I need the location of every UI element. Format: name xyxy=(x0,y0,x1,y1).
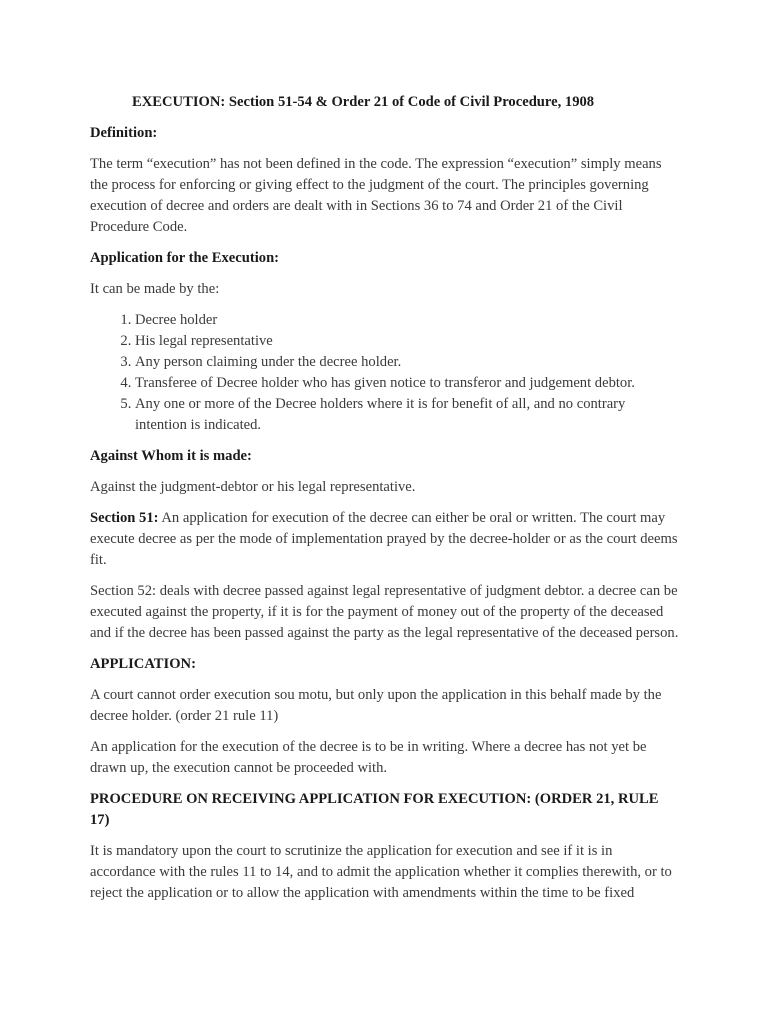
procedure-paragraph: It is mandatory upon the court to scrutinize the application for execution and see if it is in accordance with the rules 11 to 14, and to admit the application whether it complies therewith, or to reject the application or to allow the application with amendments within the time to be fixed xyxy=(90,843,672,901)
document-title: EXECUTION: Section 51-54 & Order 21 of Code of Civil Procedure, 1908 xyxy=(132,94,595,110)
list-item: 2. His legal representative xyxy=(135,331,680,352)
section-51-label: Section 51: xyxy=(90,510,159,526)
against-whom-heading: Against Whom it is made: xyxy=(90,448,252,464)
application-paragraph-2: An application for the execution of the decree is to be in writing. Where a decree has not yet be drawn up, the execution cannot be proceeded with. xyxy=(90,739,647,776)
section-51-paragraph xyxy=(90,508,680,571)
definition-paragraph: The term “execution” has not been defined in the code. The expression “execution” simply means the process for enforcing or giving effect to the judgment of the court. The principles governing execution of decree and orders are dealt with in Sections 36 to 74 and Order 21 of the Civil Procedure Code. xyxy=(90,156,662,235)
section-52-paragraph: Section 52: deals with decree passed against legal representative of judgment debtor. a decree can be executed against the property, if it is for the payment of money out of the property of the deceased and if the decree has been passed against the party as the legal representative of the deceased person. xyxy=(90,583,679,641)
definition-heading: Definition: xyxy=(90,125,158,141)
document-body xyxy=(90,92,680,914)
section-51-text: An application for execution of the decree can either be oral or written. The court may execute decree as per the mode of implementation prayed by the decree-holder or as the court deems fit. xyxy=(90,510,678,568)
against-whom-paragraph: Against the judgment-debtor or his legal representative. xyxy=(90,479,416,495)
applicant-list xyxy=(90,310,680,436)
procedure-heading: PROCEDURE ON RECEIVING APPLICATION FOR EXECUTION: (ORDER 21, RULE 17) xyxy=(90,791,659,828)
application-caps-heading: APPLICATION: xyxy=(90,656,196,672)
list-item: 3. Any person claiming under the decree holder. xyxy=(135,352,680,373)
application-paragraph-1: A court cannot order execution sou motu, but only upon the application in this behalf made by the decree holder. (order 21 rule 11) xyxy=(90,687,662,724)
list-item: 1. Decree holder xyxy=(135,310,680,331)
application-for-execution-heading: Application for the Execution: xyxy=(90,250,280,266)
list-item: 4. Transferee of Decree holder who has given notice to transferor and judgement debtor. xyxy=(135,373,680,394)
list-item: 5. Any one or more of the Decree holders where it is for benefit of all, and no contrary intention is indicated. xyxy=(135,394,680,436)
application-intro: It can be made by the: xyxy=(90,281,220,297)
